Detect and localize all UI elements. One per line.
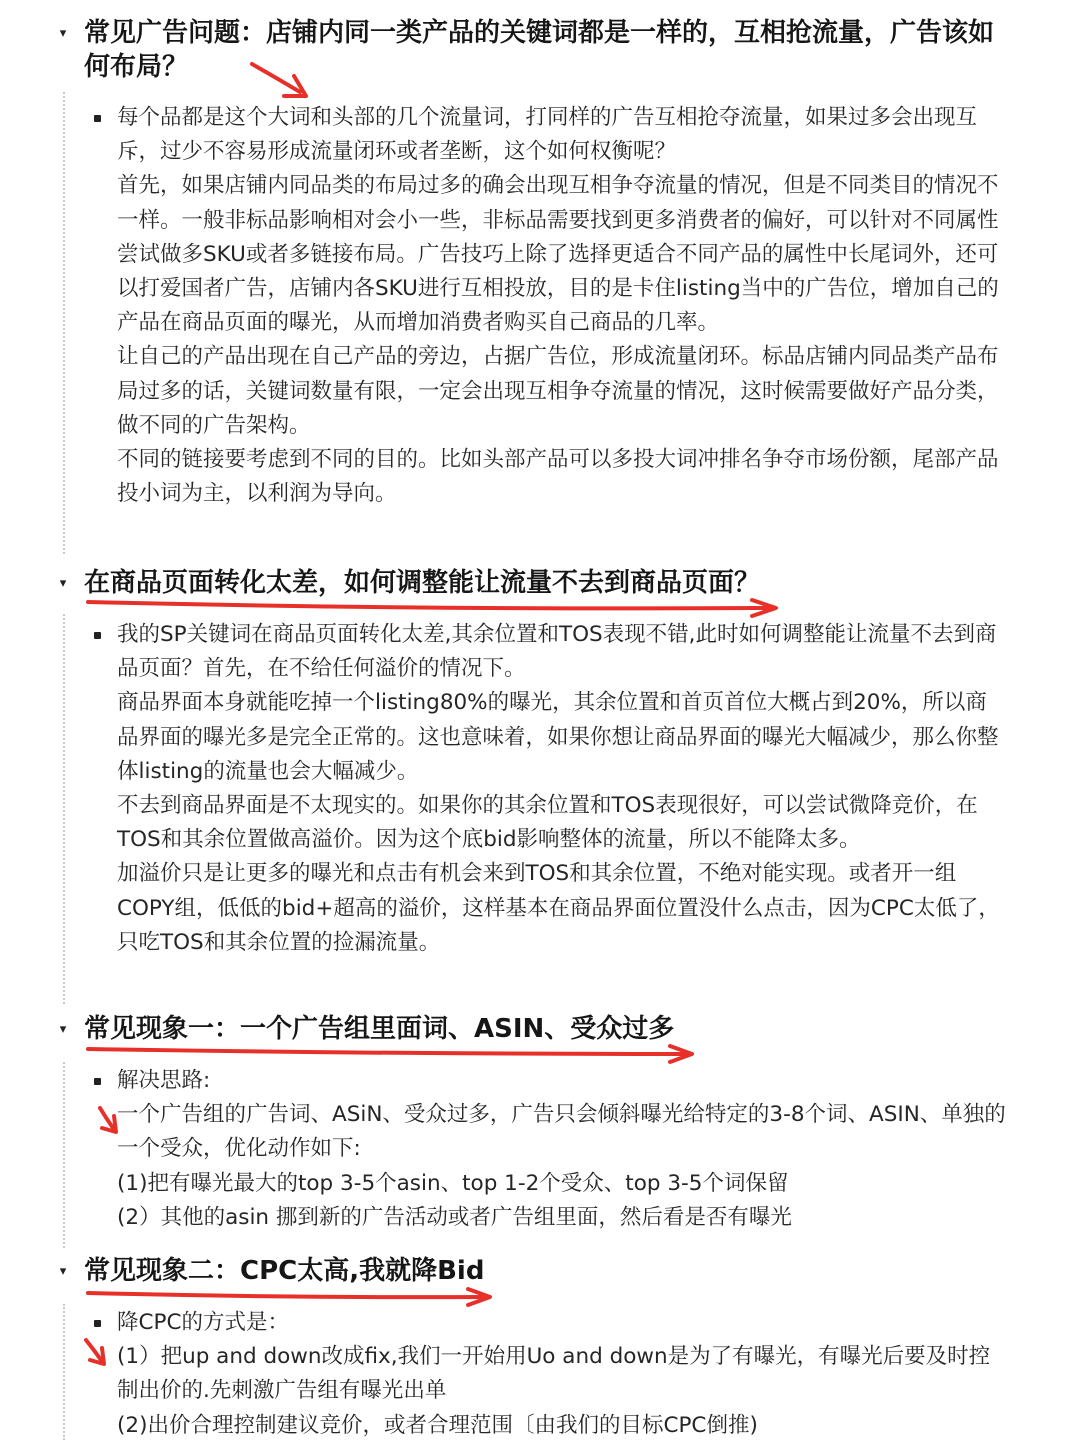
- paragraph: (1）把up and down改成fix,我们一开始用Uo and down是为了有曝光，有曝光后要及时控制出价的.先刺激广告组有曝光出单: [117, 1344, 991, 1404]
- underline-arrow-icon: [88, 1046, 692, 1062]
- section-2-body: [117, 618, 1007, 960]
- paragraph: 一个广告组的广告词、ASiN、受众过多，广告只会倾斜曝光给特定的3-8个词、ASIN、单独的一个受众，优化动作如下:: [117, 1102, 1006, 1162]
- paragraph: 商品界面本身就能吃掉一个listing80%的曝光，其余位置和首页首位大概占到20%，所以商品界面的曝光多是完全正常的。这也意味着，如果你想让商品界面的曝光大幅减少，那么你整体listing的流量也会大幅减少。: [117, 690, 999, 784]
- section-3-heading: 常见现象一：一个广告组里面词、ASIN、受众过多: [84, 1014, 675, 1044]
- indent-guide: [63, 92, 65, 554]
- underline-arrow-icon: [88, 600, 776, 616]
- section-1-heading: 常见广告问题：店铺内同一类产品的关键词都是一样的，互相抢流量，广告该如何布局？: [84, 18, 995, 82]
- paragraph: 每个品都是这个大词和头部的几个流量词，打同样的广告互相抢夺流量，如果过多会出现互斥，过少不容易形成流量闭环或者垄断，这个如何权衡呢？: [117, 105, 978, 165]
- section-3-body: [117, 1064, 1007, 1235]
- bullet-icon: [94, 1078, 101, 1085]
- paragraph: 我的SP关键词在商品页面转化太差,其余位置和TOS表现不错,此时如何调整能让流量不去到商品页面？首先，在不给任何溢价的情况下。: [117, 622, 997, 682]
- section-1-body: [117, 101, 1007, 511]
- collapse-toggle-icon[interactable]: ▾: [59, 26, 67, 41]
- bullet-icon: [94, 632, 101, 639]
- arrow-icon: [86, 1340, 104, 1364]
- paragraph: 降CPC的方式是：: [117, 1310, 289, 1335]
- indent-guide: [63, 614, 65, 1004]
- paragraph: (1)把有曝光最大的top 3-5个asin、top 1-2个受众、top 3-5个词保留: [117, 1170, 789, 1196]
- underline-arrow-icon: [88, 1289, 490, 1305]
- section-2-heading: 在商品页面转化太差，如何调整能让流量不去到商品页面？: [84, 568, 761, 598]
- bullet-icon: [94, 1320, 101, 1327]
- paragraph: 不同的链接要考虑到不同的目的。比如头部产品可以多投大词冲排名争夺市场份额，尾部产品投小词为主，以利润为导向。: [117, 447, 999, 507]
- paragraph: 加溢价只是让更多的曝光和点击有机会来到TOS和其余位置，不绝对能实现。或者开一组COPY组，低低的bid+超高的溢价，这样基本在商品界面位置没什么点击，因为CPC太低了，只吃TOS和其余位置的捡漏流量。: [117, 861, 1000, 955]
- paragraph: 让自己的产品出现在自己产品的旁边，占据广告位，形成流量闭环。标品店铺内同品类产品布局过多的话，关键词数量有限，一定会出现互相争夺流量的情况，这时候需要做好产品分类，做不同的广告架构。: [117, 344, 999, 438]
- paragraph: (2）其他的asin 挪到新的广告活动或者广告组里面，然后看是否有曝光: [117, 1204, 792, 1230]
- paragraph: 解决思路:: [117, 1068, 211, 1093]
- collapse-toggle-icon[interactable]: ▾: [59, 1022, 67, 1037]
- section-4-body: [117, 1306, 1007, 1443]
- indent-guide: [63, 1062, 65, 1248]
- paragraph: (2)出价合理控制建议竞价，或者合理范围〔由我们的目标CPC倒推): [117, 1412, 758, 1438]
- indent-guide: [63, 1304, 65, 1440]
- paragraph: 不去到商品界面是不太现实的。如果你的其余位置和TOS表现很好，可以尝试微降竞价，在TOS和其余位置做高溢价。因为这个底bid影响整体的流量，所以不能降太多。: [117, 793, 978, 853]
- paragraph: 首先，如果店铺内同品类的布局过多的确会出现互相争夺流量的情况，但是不同类目的情况不一样。一般非标品影响相对会小一些，非标品需要找到更多消费者的偏好，可以针对不同属性尝试做多SKU或者多链接布局。广告技巧上除了选择更适合不同产品的属性中长尾词外，还可以打爱国者广告，店铺内各SKU进行互相投放，目的是卡住listing当中的广告位，增加自己的产品在商品页面的曝光，从而增加消费者购买自己商品的几率。: [117, 173, 999, 336]
- arrow-icon: [100, 1108, 116, 1132]
- collapse-toggle-icon[interactable]: ▾: [59, 576, 67, 591]
- bullet-icon: [94, 115, 101, 122]
- collapse-toggle-icon[interactable]: ▾: [59, 1264, 67, 1279]
- section-4-heading: 常见现象二：CPC太高,我就降Bid: [84, 1256, 485, 1286]
